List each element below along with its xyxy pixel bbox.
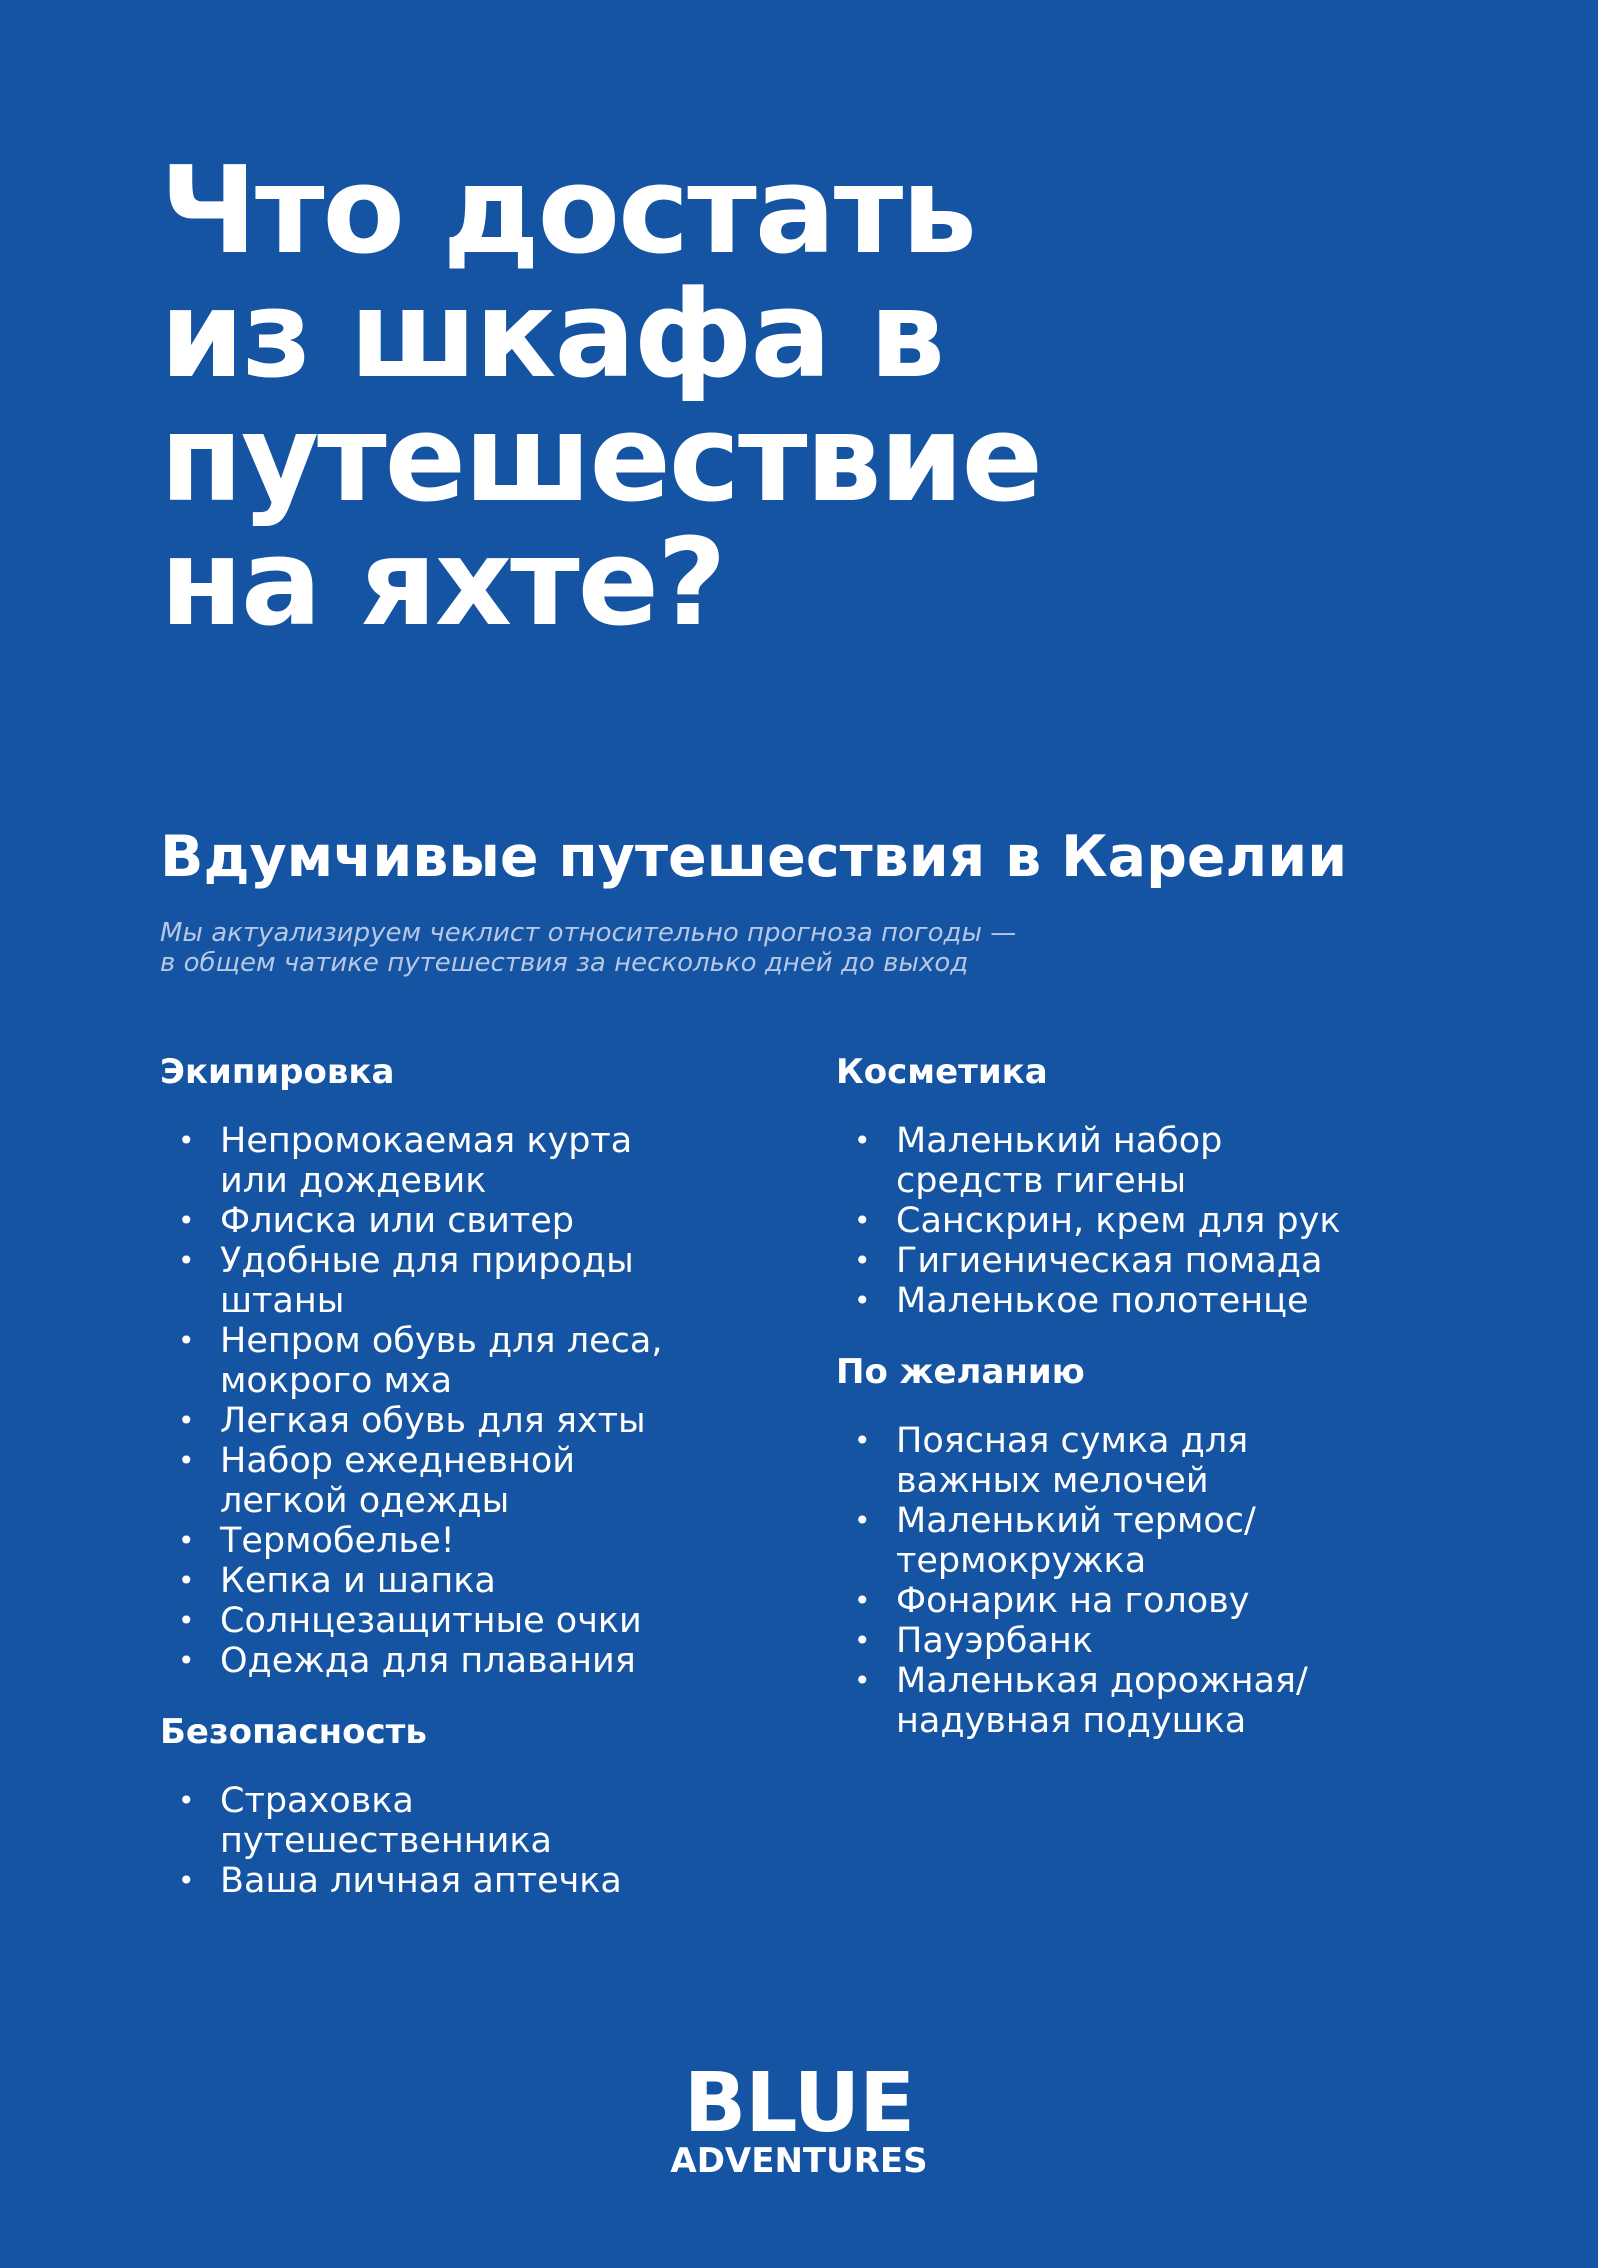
checklist-item	[836, 1121, 1476, 1201]
checklist-item	[836, 1621, 1476, 1661]
checklist-item-text: Кепка и шапка	[220, 1561, 496, 1601]
checklist-item-text: Одежда для плавания	[220, 1641, 636, 1681]
logo-main-text: BLUE	[683, 2056, 915, 2151]
headline-line: путешествие	[160, 390, 1041, 529]
checklist	[836, 1121, 1476, 1321]
brand-logo	[0, 2056, 1598, 2181]
checklist-item-text: Термобелье!	[220, 1521, 455, 1561]
checklist-section	[160, 1705, 780, 1901]
checklist-item-text: Флиска или свитер	[220, 1201, 574, 1241]
note-line: в общем чатике путешествия за несколько дней до выход	[160, 948, 969, 978]
checklist-item-text: термокружка	[896, 1541, 1147, 1581]
checklist-item-text: Фонарик на голову	[896, 1581, 1250, 1621]
section-title: Косметика	[836, 1052, 1048, 1092]
checklist-item-text: Легкая обувь для яхты	[220, 1401, 646, 1441]
checklist-item-text: Санскрин, крем для рук	[896, 1201, 1341, 1241]
weather-note	[160, 918, 1260, 978]
checklist-item	[160, 1601, 780, 1641]
checklist-item	[160, 1441, 780, 1521]
left-column	[160, 1045, 780, 1901]
headline	[160, 142, 1460, 653]
checklist-item	[836, 1281, 1476, 1321]
bullet-icon: •	[178, 1204, 195, 1237]
checklist-item	[160, 1861, 780, 1901]
checklist-item	[160, 1521, 780, 1561]
bullet-icon: •	[178, 1324, 195, 1357]
bullet-icon: •	[178, 1864, 195, 1897]
checklist	[160, 1781, 780, 1901]
checklist-section	[836, 1045, 1476, 1321]
right-column	[836, 1045, 1476, 1741]
checklist-item-text: путешественника	[220, 1821, 552, 1861]
checklist-item-text: Страховка	[220, 1781, 414, 1821]
checklist-item-text: легкой одежды	[220, 1481, 510, 1521]
checklist-item	[160, 1121, 780, 1201]
headline-line: на яхте?	[160, 514, 725, 653]
checklist-item	[836, 1581, 1476, 1621]
section-title: По желанию	[836, 1352, 1085, 1392]
bullet-icon: •	[854, 1124, 871, 1157]
checklist-item-text: Набор ежедневной	[220, 1441, 575, 1481]
checklist	[836, 1421, 1476, 1741]
checklist-item	[836, 1661, 1476, 1741]
note-line: Мы актуализируем чеклист относительно прогноза погоды —	[160, 918, 1017, 948]
bullet-icon: •	[178, 1644, 195, 1677]
bullet-icon: •	[178, 1404, 195, 1437]
bullet-icon: •	[178, 1444, 195, 1477]
checklist-item-text: или дождевик	[220, 1161, 487, 1201]
checklist-item	[836, 1421, 1476, 1501]
checklist-item	[160, 1561, 780, 1601]
checklist	[160, 1121, 780, 1681]
checklist-item	[160, 1321, 780, 1401]
checklist-item-text: Солнцезащитные очки	[220, 1601, 642, 1641]
headline-line: из шкафа в	[160, 266, 944, 405]
checklist-item-text: Непромокаемая курта	[220, 1121, 633, 1161]
logo-sub-text: ADVENTURES	[670, 2141, 928, 2181]
bullet-icon: •	[854, 1284, 871, 1317]
checklist-item-text: Маленький набор	[896, 1121, 1223, 1161]
bullet-icon: •	[854, 1424, 871, 1457]
bullet-icon: •	[854, 1204, 871, 1237]
bullet-icon: •	[178, 1604, 195, 1637]
section-title: Безопасность	[160, 1712, 427, 1752]
checklist-item-text: Удобные для природы	[220, 1241, 634, 1281]
checklist-item-text: Маленькая дорожная/	[896, 1661, 1308, 1701]
checklist-item	[160, 1201, 780, 1241]
headline-line: Что достать	[160, 142, 976, 281]
bullet-icon: •	[854, 1624, 871, 1657]
checklist-item-text: мокрого мха	[220, 1361, 453, 1401]
checklist-item-text: штаны	[220, 1281, 345, 1321]
checklist-item-text: Маленькое полотенце	[896, 1281, 1309, 1321]
bullet-icon: •	[178, 1564, 195, 1597]
checklist-item-text: Маленький термос/	[896, 1501, 1256, 1541]
checklist-item	[160, 1641, 780, 1681]
bullet-icon: •	[178, 1784, 195, 1817]
checklist-item-text: Пауэрбанк	[896, 1621, 1093, 1661]
bullet-icon: •	[854, 1664, 871, 1697]
bullet-icon: •	[854, 1584, 871, 1617]
checklist-item-text: важных мелочей	[896, 1461, 1209, 1501]
checklist-section	[836, 1345, 1476, 1741]
checklist-item-text: Ваша личная аптечка	[220, 1861, 622, 1901]
checklist-item	[160, 1781, 780, 1861]
checklist-item-text: Непром обувь для леса,	[220, 1321, 663, 1361]
checklist-item-text: Гигиеническая помада	[896, 1241, 1323, 1281]
checklist-item	[836, 1201, 1476, 1241]
checklist-item	[836, 1241, 1476, 1281]
bullet-icon: •	[854, 1244, 871, 1277]
checklist-item	[160, 1401, 780, 1441]
bullet-icon: •	[178, 1244, 195, 1277]
bullet-icon: •	[854, 1504, 871, 1537]
checklist-item-text: средств гигены	[896, 1161, 1187, 1201]
checklist-item	[836, 1501, 1476, 1581]
checklist-item-text: Поясная сумка для	[896, 1421, 1249, 1461]
checklist-item-text: надувная подушка	[896, 1701, 1247, 1741]
subtitle: Вдумчивые путешествия в Карелии	[160, 824, 1348, 890]
bullet-icon: •	[178, 1124, 195, 1157]
checklist-section	[160, 1045, 780, 1681]
section-title: Экипировка	[160, 1052, 395, 1092]
bullet-icon: •	[178, 1524, 195, 1557]
checklist-item	[160, 1241, 780, 1321]
